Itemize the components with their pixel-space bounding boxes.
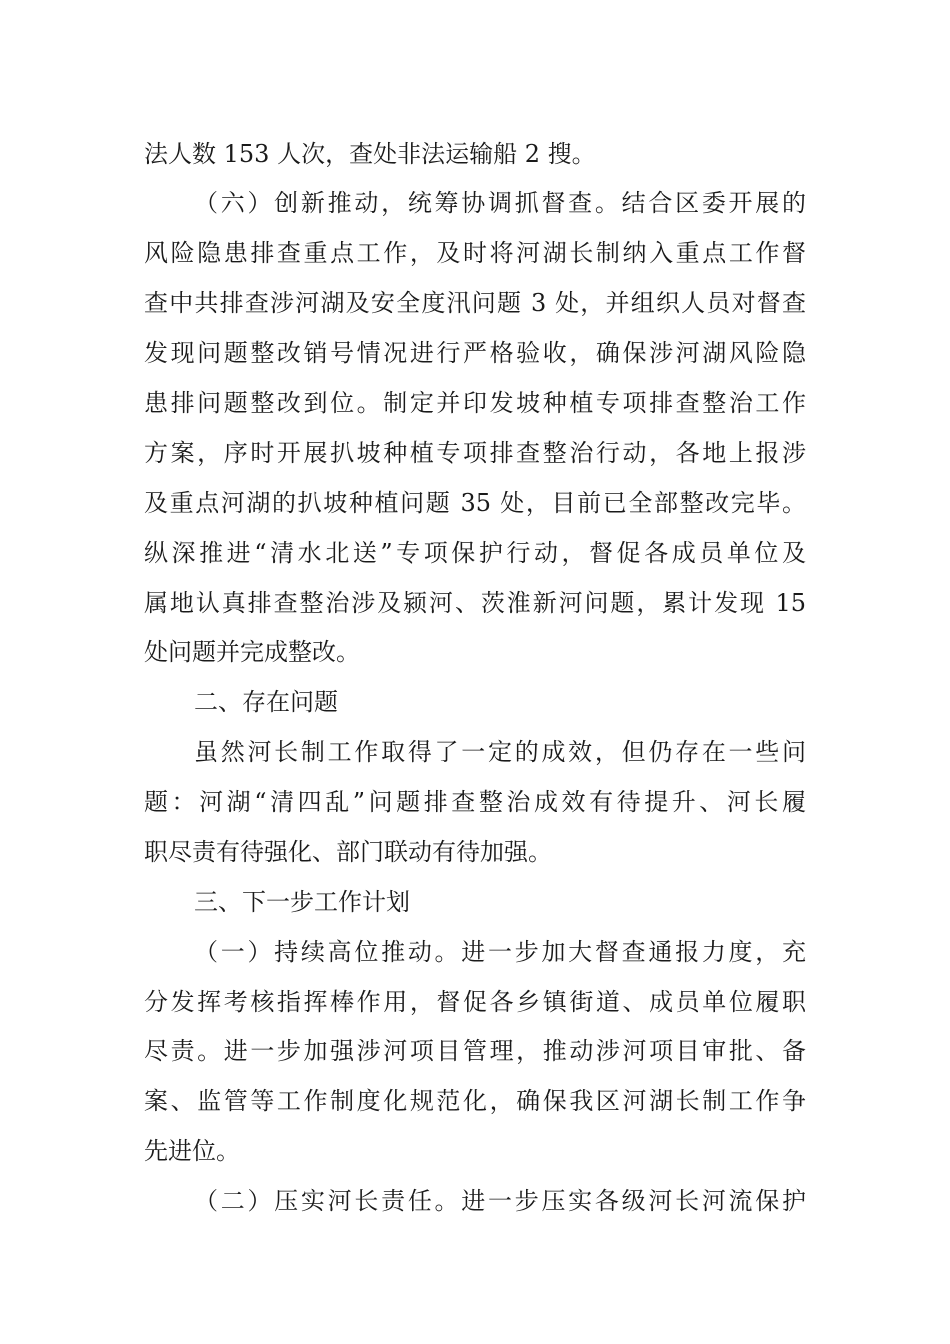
section-heading-problems: 二、存在问题 <box>194 688 338 716</box>
text-line: 职尽责有待强化、部门联动有待加强。 <box>144 838 552 866</box>
text-line: 发现问题整改销号情况进行严格验收，确保涉河湖风险隐 <box>144 339 806 367</box>
section-six-heading-line: （六）创新推动，统筹协调抓督查。结合区委开展的 <box>194 189 806 217</box>
text-line: 法人数 153 人次，查处非法运输船 2 搜。 <box>144 140 596 168</box>
section-heading-next-steps: 三、下一步工作计划 <box>194 888 410 916</box>
subsection-one-heading-line: （一）持续高位推动。进一步加大督查通报力度，充 <box>194 938 806 966</box>
text-line: 属地认真排查整治涉及颍河、茨淮新河问题，累计发现 15 <box>144 589 806 617</box>
text-line: 先进位。 <box>144 1137 240 1165</box>
subsection-two-heading-line: （二）压实河长责任。进一步压实各级河长河流保护 <box>194 1187 806 1215</box>
text-line: 纵深推进“清水北送”专项保护行动，督促各成员单位及 <box>144 539 806 567</box>
text-line: 尽责。进一步加强涉河项目管理，推动涉河项目审批、备 <box>144 1037 806 1065</box>
text-line: 题：河湖“清四乱”问题排查整治成效有待提升、河长履 <box>144 788 806 816</box>
text-line: 处问题并完成整改。 <box>144 638 360 666</box>
text-line: 虽然河长制工作取得了一定的成效，但仍存在一些问 <box>194 738 806 766</box>
text-line: 查中共排查涉河湖及安全度汛问题 3 处，并组织人员对督查 <box>144 289 806 317</box>
text-line: 案、监管等工作制度化规范化，确保我区河湖长制工作争 <box>144 1087 806 1115</box>
text-line: 患排问题整改到位。制定并印发坡种植专项排查整治工作 <box>144 389 806 417</box>
text-line: 风险隐患排查重点工作，及时将河湖长制纳入重点工作督 <box>144 239 806 267</box>
text-line: 及重点河湖的扒坡种植问题 35 处，目前已全部整改完毕。 <box>144 489 806 517</box>
text-line: 分发挥考核指挥棒作用，督促各乡镇街道、成员单位履职 <box>144 988 806 1016</box>
text-line: 方案，序时开展扒坡种植专项排查整治行动，各地上报涉 <box>144 439 806 467</box>
